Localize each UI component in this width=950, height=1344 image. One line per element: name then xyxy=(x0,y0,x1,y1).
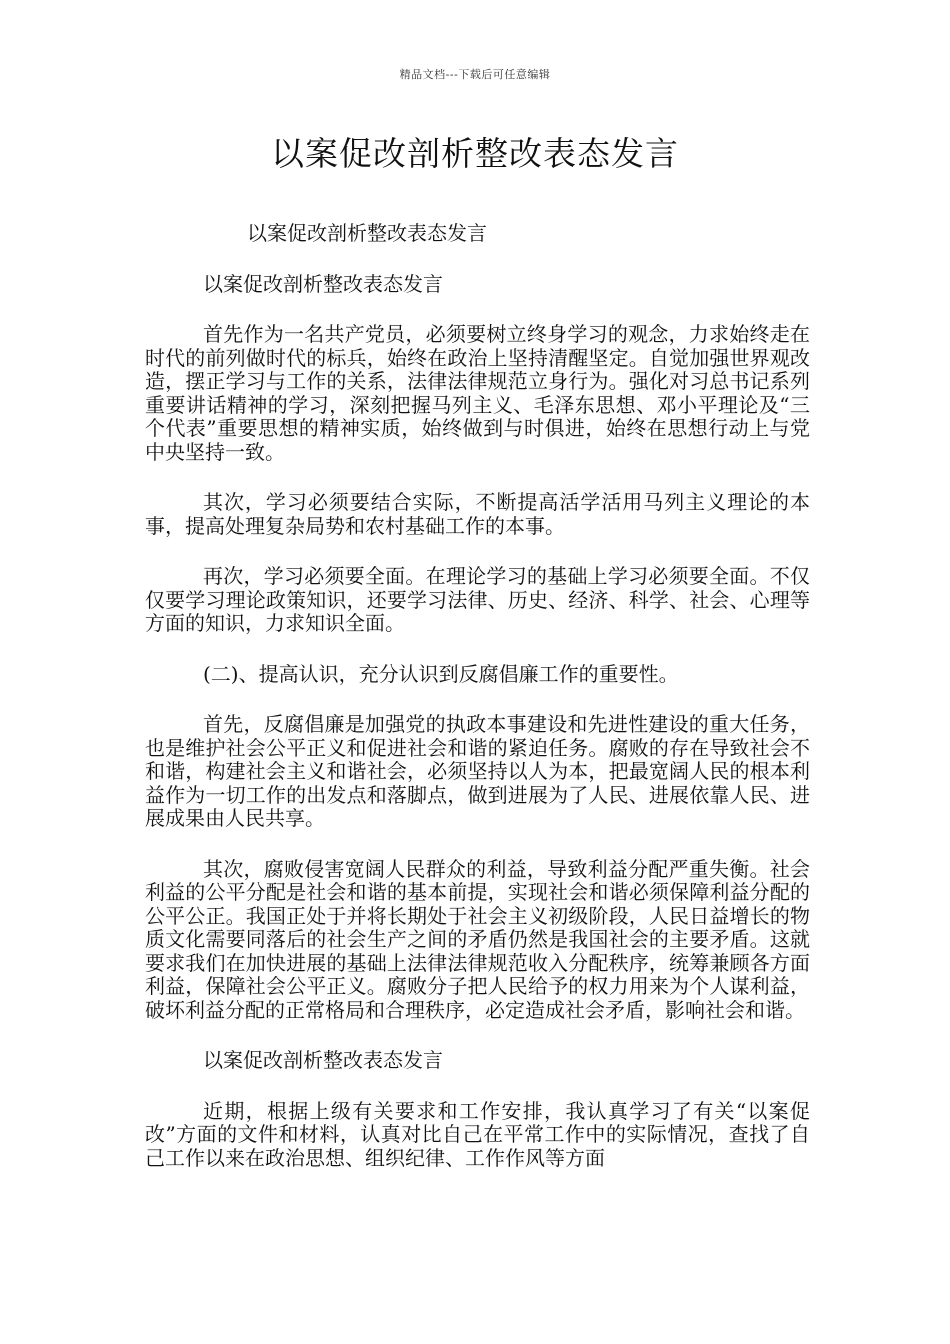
subtitle-paragraph: 以案促改剖析整改表态发言 xyxy=(247,221,487,245)
body-paragraph: 其次，腐败侵害宽阔人民群众的利益，导致利益分配严重失衡。社会利益的公平分配是社会和谐的基本前提，实现社会和谐必须保障利益分配的公平公正。我国正处于并将长期处于社会主义初级阶段，人民日益增长的物质文化需要同落后的社会生产之间的矛盾仍然是我国社会的主要矛盾。这就要求我们在加快进展的基础上法律法律规范收入分配秩序，统筹兼顾各方面利益，保障社会公平正义。腐败分子把人民给予的权力用来为个人谋利益，破坏利益分配的正常格局和合理秩序，必定造成社会矛盾，影响社会和谐。 xyxy=(145,856,810,1022)
page-header: 精品文档---下载后可任意编辑 xyxy=(399,68,551,81)
body-paragraph: 以案促改剖析整改表态发言 xyxy=(203,271,443,296)
section-heading: (二)、提高认识，充分认识到反腐倡廉工作的重要性。 xyxy=(203,661,679,686)
body-paragraph: 首先，反腐倡廉是加强党的执政本事建设和先进性建设的重大任务，也是维护社会公平正义和促进社会和谐的紧迫任务。腐败的存在导致社会不和谐，构建社会主义和谐社会，必须坚持以人为本，把最宽阔人民的根本利益作为一切工作的出发点和落脚点，做到进展为了人民、进展依靠人民、进展成果由人民共享。 xyxy=(145,712,810,830)
body-paragraph: 其次，学习必须要结合实际，不断提高活学活用马列主义理论的本事，提高处理复杂局势和农村基础工作的本事。 xyxy=(145,490,810,538)
document-body xyxy=(145,222,810,1197)
body-paragraph: 首先作为一名共产党员，必须要树立终身学习的观念，力求始终走在时代的前列做时代的标兵，始终在政治上坚持清醒坚定。自觉加强世界观改造，摆正学习与工作的关系，法律法律规范立身行为。强化对习总书记系列重要讲话精神的学习，深刻把握马列主义、毛泽东思想、邓小平理论及“三个代表”重要思想的精神实质，始终做到与时俱进，始终在思想行动上与党中央坚持一致。 xyxy=(145,322,810,464)
body-paragraph: 近期，根据上级有关要求和工作安排，我认真学习了有关“以案促改”方面的文件和材料，认真对比自己在平常工作中的实际情况，查找了自己工作以来在政治思想、组织纪律、工作作风等方面 xyxy=(145,1098,810,1170)
body-paragraph: 以案促改剖析整改表态发言 xyxy=(203,1048,443,1072)
body-paragraph: 再次，学习必须要全面。在理论学习的基础上学习必须要全面。不仅仅要学习理论政策知识，还要学习法律、历史、经济、科学、社会、心理等方面的知识，力求知识全面。 xyxy=(145,564,810,635)
document-title: 以案促改剖析整改表态发言 xyxy=(271,134,679,173)
